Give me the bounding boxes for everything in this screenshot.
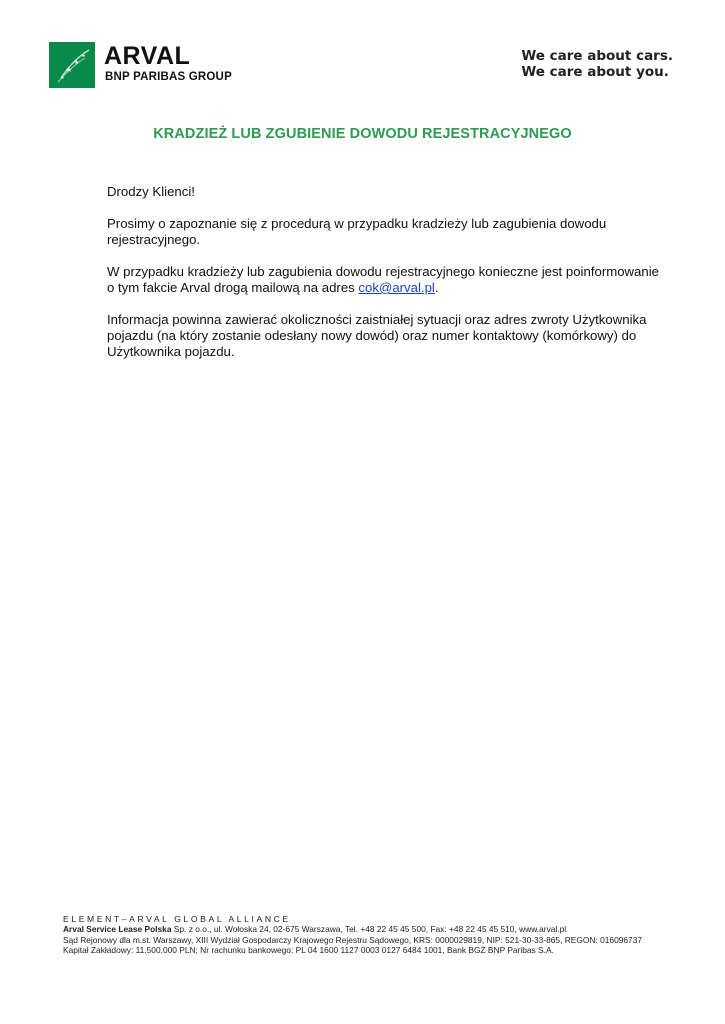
tagline xyxy=(521,48,673,80)
paragraph-notification-end: . xyxy=(434,280,439,295)
footer-company-name: Arval Service Lease Polska xyxy=(63,924,172,935)
paragraph-procedure: Prosimy o zapoznanie się z procedurą w przypadku kradzieży lub zagubienia dowodu rejestracyjnego. xyxy=(107,216,607,247)
arval-logo xyxy=(49,42,249,88)
document-body xyxy=(107,184,667,376)
footer-alliance: ELEMENT–ARVAL GLOBAL ALLIANCE xyxy=(63,914,291,924)
paragraph-notification-text: W przypadku kradzieży lub zagubienia dowodu rejestracyjnego konieczne jest poinformowanie o tym fakcie Arval drogą mailową na adres xyxy=(107,264,659,295)
footer-company xyxy=(63,924,683,934)
bnp-stars-icon xyxy=(49,42,95,88)
footer-company-details: Sp. z o.o., ul. Wołoska 24, 02-675 Warszawa, Tel. +48 22 45 45 500, Fax: +48 22 45 45 510, www.arval.pl xyxy=(171,924,567,935)
footer xyxy=(63,914,683,955)
footer-court: Sąd Rejonowy dla m.st. Warszawy, XIII Wydział Gospodarczy Krajowego Rejestru Sądowego, KRS: 0000029819, NIP: 521-30-33-865, REGON: 016096737 xyxy=(63,934,643,945)
logo-name: ARVAL xyxy=(104,42,191,70)
footer-capital: Kapitał Zakładowy: 11.500.000 PLN; Nr rachunku bankowego: PL 04 1600 1127 0003 0127 6484 1001, Bank BGŻ BNP Paribas S.A. xyxy=(63,944,554,955)
tagline-line-2: We care about you. xyxy=(521,64,669,80)
tagline-line-1: We care about cars. xyxy=(521,48,673,64)
greeting: Drodzy Klienci! xyxy=(107,184,195,199)
logo-group-name: BNP PARIBAS GROUP xyxy=(105,71,232,83)
paragraph-information: Informacja powinna zawierać okoliczności zaistniałej sytuacji oraz adres zwroty Użytkownika pojazdu (na który zostanie odesłany nowy dowód) oraz numer kontaktowy (komórkowy) do Użytkownika pojazdu. xyxy=(107,312,647,359)
paragraph-notification xyxy=(107,264,667,296)
email-link[interactable]: cok@arval.pl xyxy=(358,280,435,295)
document-title: KRADZIEŻ LUB ZGUBIENIE DOWODU REJESTRACYJNEGO xyxy=(153,126,572,142)
